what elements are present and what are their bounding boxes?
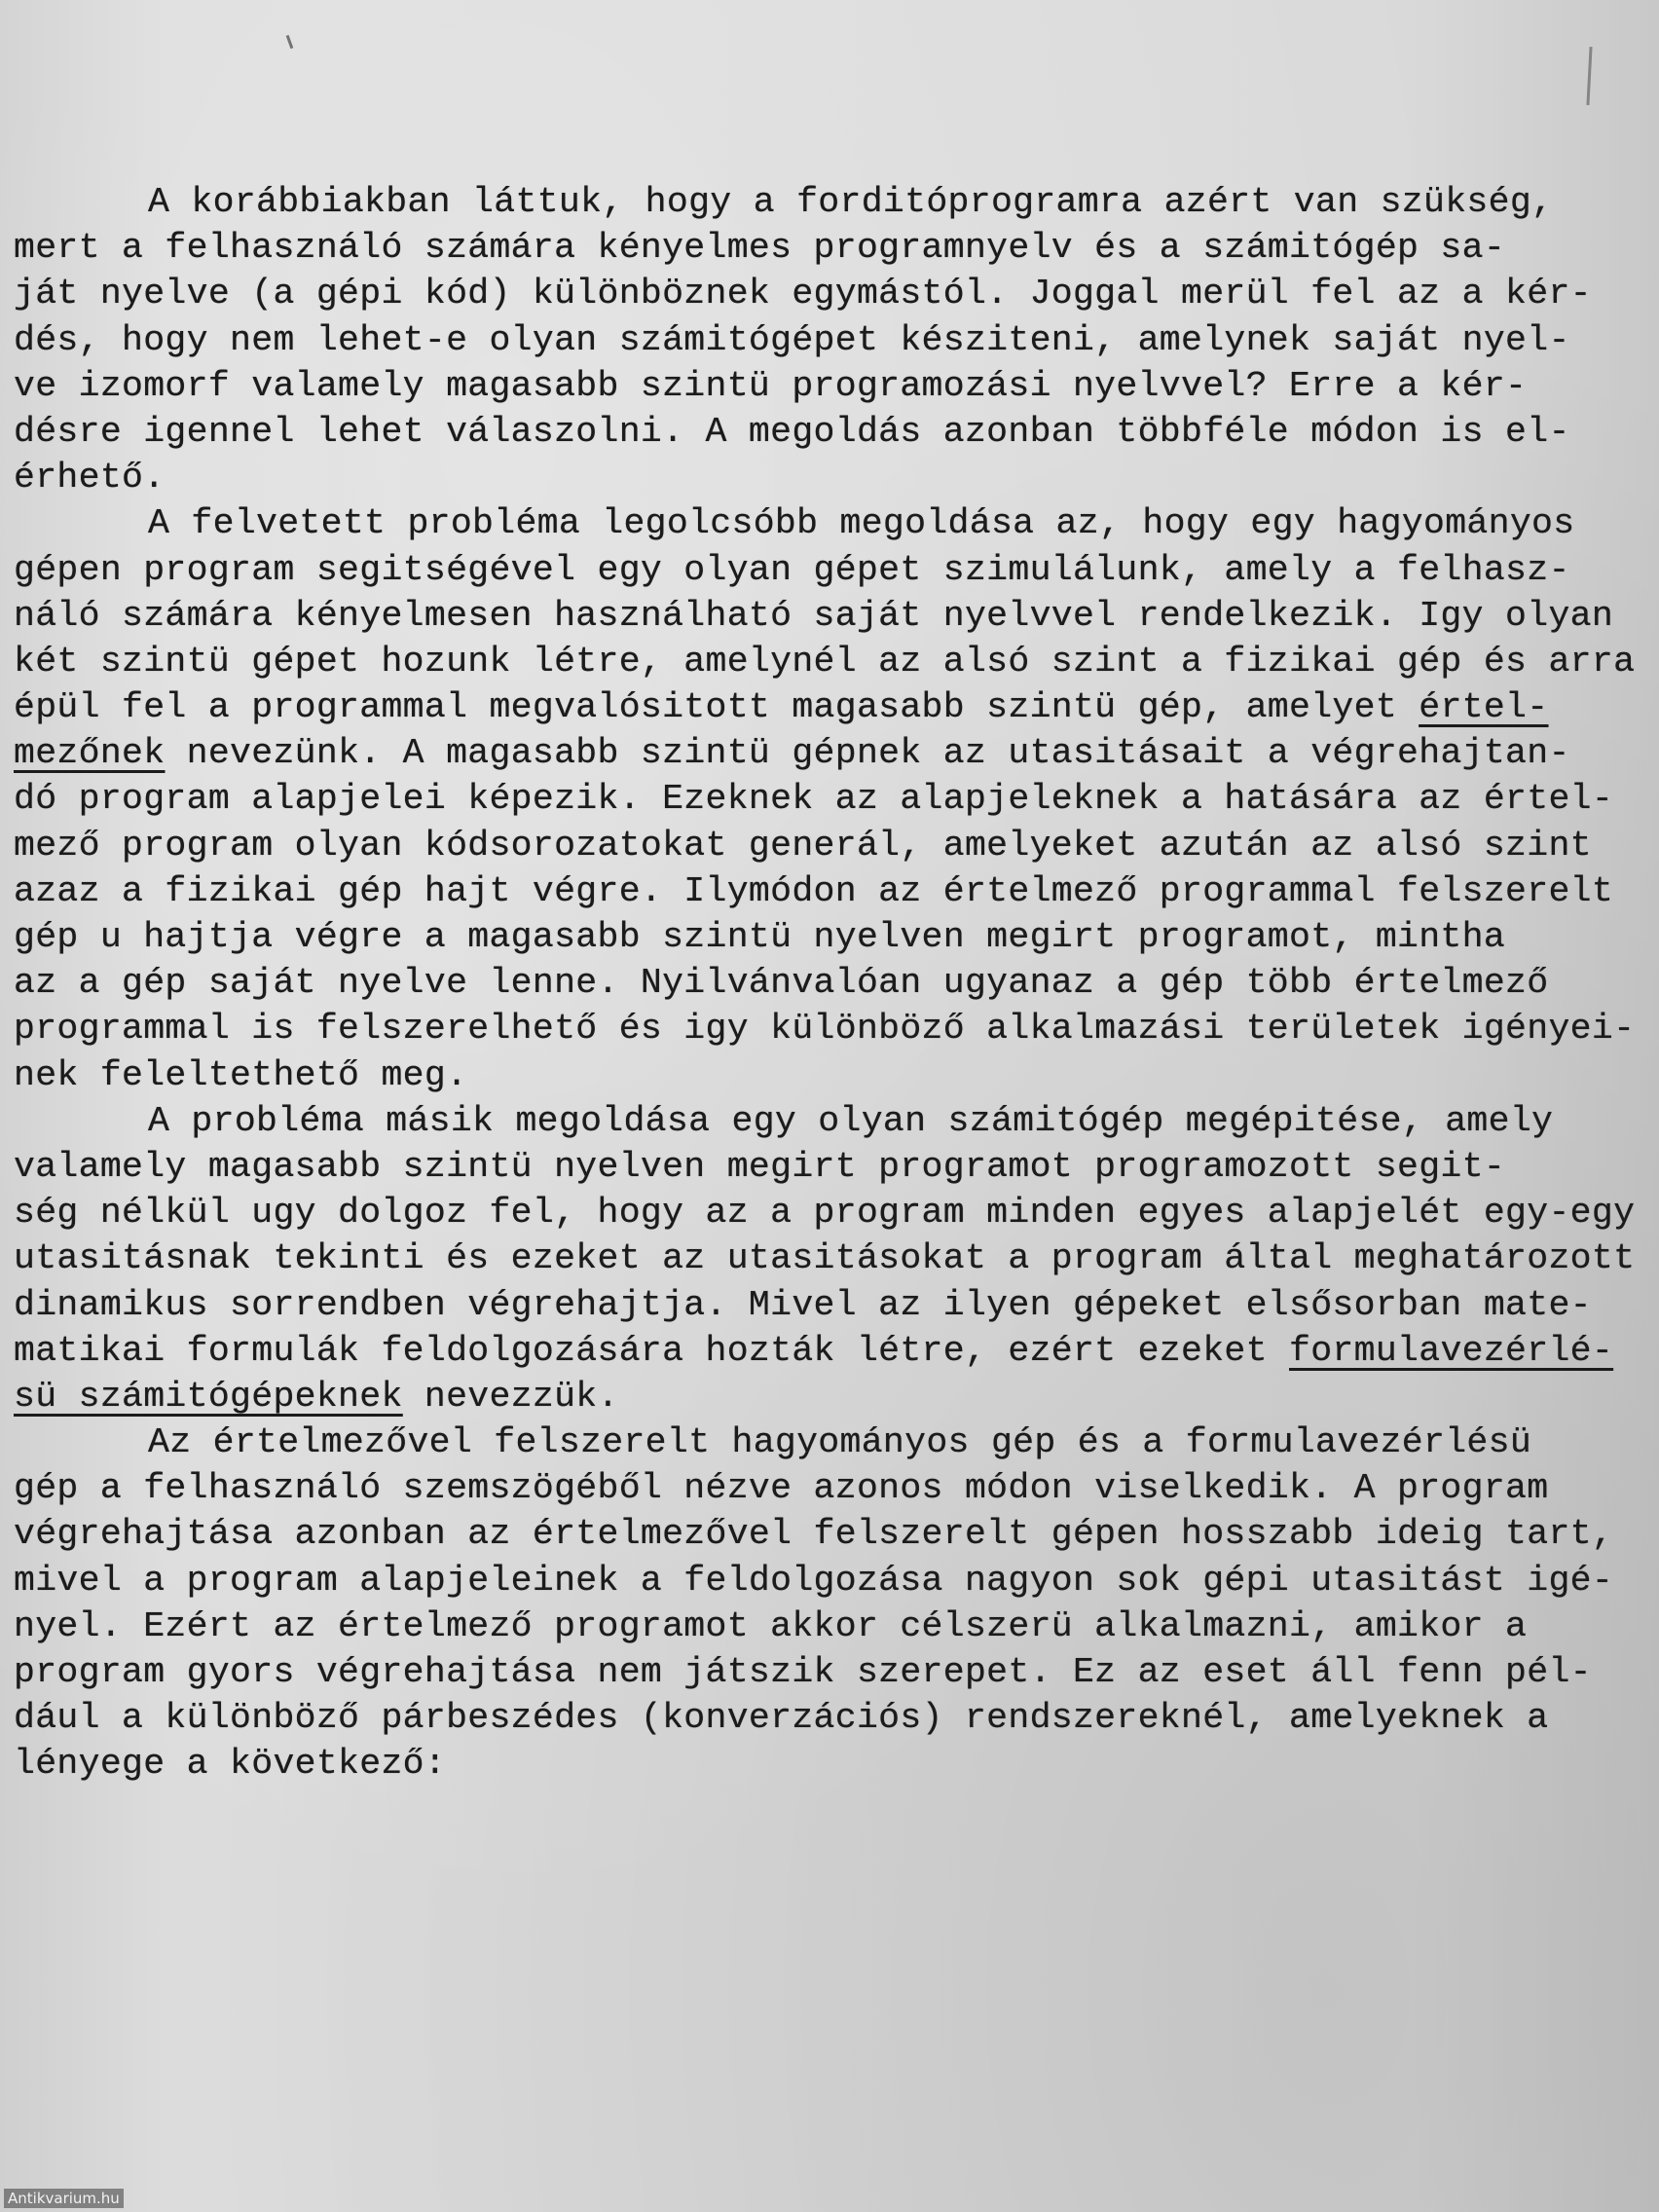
text-segment: valamely magasabb szintü nyelven megirt programot programozott segit- [14, 1146, 1506, 1187]
text-segment: dinamikus sorrendben végrehajtja. Mivel az ilyen gépeket elsősorban mate- [14, 1284, 1592, 1325]
text-line [14, 776, 1659, 822]
text-line [14, 960, 1659, 1006]
text-segment: A felvetett probléma legolcsóbb megoldása az, hogy egy hagyományos [148, 503, 1575, 544]
text-line [14, 500, 1659, 546]
text-segment: azaz a fizikai gép hajt végre. Ilymódon az értelmező programmal felszerelt [14, 870, 1614, 911]
text-segment: program gyors végrehajtása nem játszik szerepet. Ez az eset áll fenn pél- [14, 1652, 1592, 1692]
text-line [14, 1604, 1659, 1649]
text-segment: programmal is felszerelhető és igy különböző alkalmazási területek igényei- [14, 1009, 1636, 1050]
text-line [14, 914, 1659, 960]
underlined-term: értel- [1419, 687, 1549, 728]
text-segment: érhető. [14, 458, 166, 498]
text-line [14, 1098, 1659, 1144]
text-line [14, 1282, 1659, 1328]
text-segment: ve izomorf valamely magasabb szintü programozási nyelvvel? Erre a kér- [14, 365, 1528, 406]
text-line [14, 1465, 1659, 1511]
text-segment: két szintü gépet hozunk létre, amelynél az alsó szint a fizikai gép és arra [14, 641, 1636, 682]
text-segment: nevezünk. A magasabb szintü gépnek az utasitásait a végrehajtan- [165, 733, 1570, 774]
text-line [14, 1741, 1659, 1787]
text-segment: mert a felhasználó számára kényelmes programnyelv és a számitógép sa- [14, 228, 1506, 269]
text-line [14, 317, 1659, 363]
text-segment: désre igennel lehet válaszolni. A megoldás azonban többféle módon is el- [14, 411, 1570, 452]
text-line [14, 730, 1659, 776]
text-segment: dó program alapjelei képezik. Ezeknek az alapjeleknek a hatására az értel- [14, 779, 1614, 820]
scan-speck [286, 35, 294, 49]
text-segment: végrehajtása azonban az értelmezővel felszerelt gépen hosszabb ideig tart, [14, 1514, 1614, 1555]
text-line [14, 1052, 1659, 1098]
text-line [14, 409, 1659, 455]
text-line [14, 1649, 1659, 1695]
text-line [14, 1144, 1659, 1190]
body-text [14, 179, 1659, 1788]
text-line [14, 455, 1659, 500]
text-segment: gépen program segitségével egy olyan gépet szimulálunk, amely a felhasz- [14, 549, 1570, 590]
text-line [14, 547, 1659, 593]
text-line [14, 1695, 1659, 1741]
watermark: Antikvarium.hu [4, 2189, 124, 2208]
text-line [14, 1558, 1659, 1604]
text-line [14, 179, 1659, 225]
text-segment: épül fel a programmal megvalósitott magasabb szintü gép, amelyet [14, 687, 1419, 728]
text-segment: A korábbiakban láttuk, hogy a forditóprogramra azért van szükség, [148, 182, 1554, 222]
text-segment: mivel a program alapjeleinek a feldolgozása nagyon sok gépi utasitást igé- [14, 1560, 1614, 1601]
text-segment: gép u hajtja végre a magasabb szintü nyelven megirt programot, mintha [14, 917, 1506, 957]
text-line [14, 1419, 1659, 1465]
text-line [14, 1511, 1659, 1557]
text-line [14, 1190, 1659, 1235]
text-line [14, 271, 1659, 316]
underlined-term: formulavezérlé- [1289, 1330, 1614, 1371]
text-segment: mező program olyan kódsorozatokat generál, amelyeket azután az alsó szint [14, 825, 1592, 866]
text-segment: Az értelmezővel felszerelt hagyományos gép és a formulavezérlésü [148, 1422, 1532, 1463]
text-line [14, 225, 1659, 271]
text-segment: dául a különböző párbeszédes (konverzációs) rendszereknél, amelyeknek a [14, 1698, 1549, 1739]
underlined-term: mezőnek [14, 733, 166, 774]
text-line [14, 363, 1659, 409]
text-segment: náló számára kényelmesen használható saját nyelvvel rendelkezik. Igy olyan [14, 595, 1614, 636]
text-segment: ját nyelve (a gépi kód) különböznek egymástól. Joggal merül fel az a kér- [14, 274, 1592, 314]
scan-edge-mark [1586, 47, 1592, 105]
text-line [14, 823, 1659, 868]
text-line [14, 1374, 1659, 1419]
text-line [14, 593, 1659, 639]
text-segment: ség nélkül ugy dolgoz fel, hogy az a program minden egyes alapjelét egy-egy [14, 1193, 1636, 1234]
underlined-term: sü számitógépeknek [14, 1376, 403, 1417]
text-segment: az a gép saját nyelve lenne. Nyilvánvalóan ugyanaz a gép több értelmező [14, 963, 1549, 1004]
text-line [14, 684, 1659, 730]
text-segment: nyel. Ezért az értelmező programot akkor célszerü alkalmazni, amikor a [14, 1605, 1528, 1646]
text-line [14, 1006, 1659, 1051]
text-segment: utasitásnak tekinti és ezeket az utasitásokat a program által meghatározott [14, 1238, 1636, 1279]
text-segment: dés, hogy nem lehet-e olyan számitógépet késziteni, amelynek saját nyel- [14, 319, 1570, 360]
text-line [14, 1328, 1659, 1374]
text-segment: A probléma másik megoldása egy olyan számitógép megépitése, amely [148, 1100, 1554, 1141]
text-segment: nek feleltethető meg. [14, 1054, 468, 1095]
text-segment: matikai formulák feldolgozására hozták létre, ezért ezeket [14, 1330, 1290, 1371]
text-segment: nevezzük. [402, 1376, 619, 1417]
text-line [14, 868, 1659, 914]
text-segment: lényege a következő: [14, 1744, 447, 1785]
text-line [14, 639, 1659, 684]
text-line [14, 1235, 1659, 1281]
text-segment: gép a felhasználó szemszögéből nézve azonos módon viselkedik. A program [14, 1468, 1549, 1509]
